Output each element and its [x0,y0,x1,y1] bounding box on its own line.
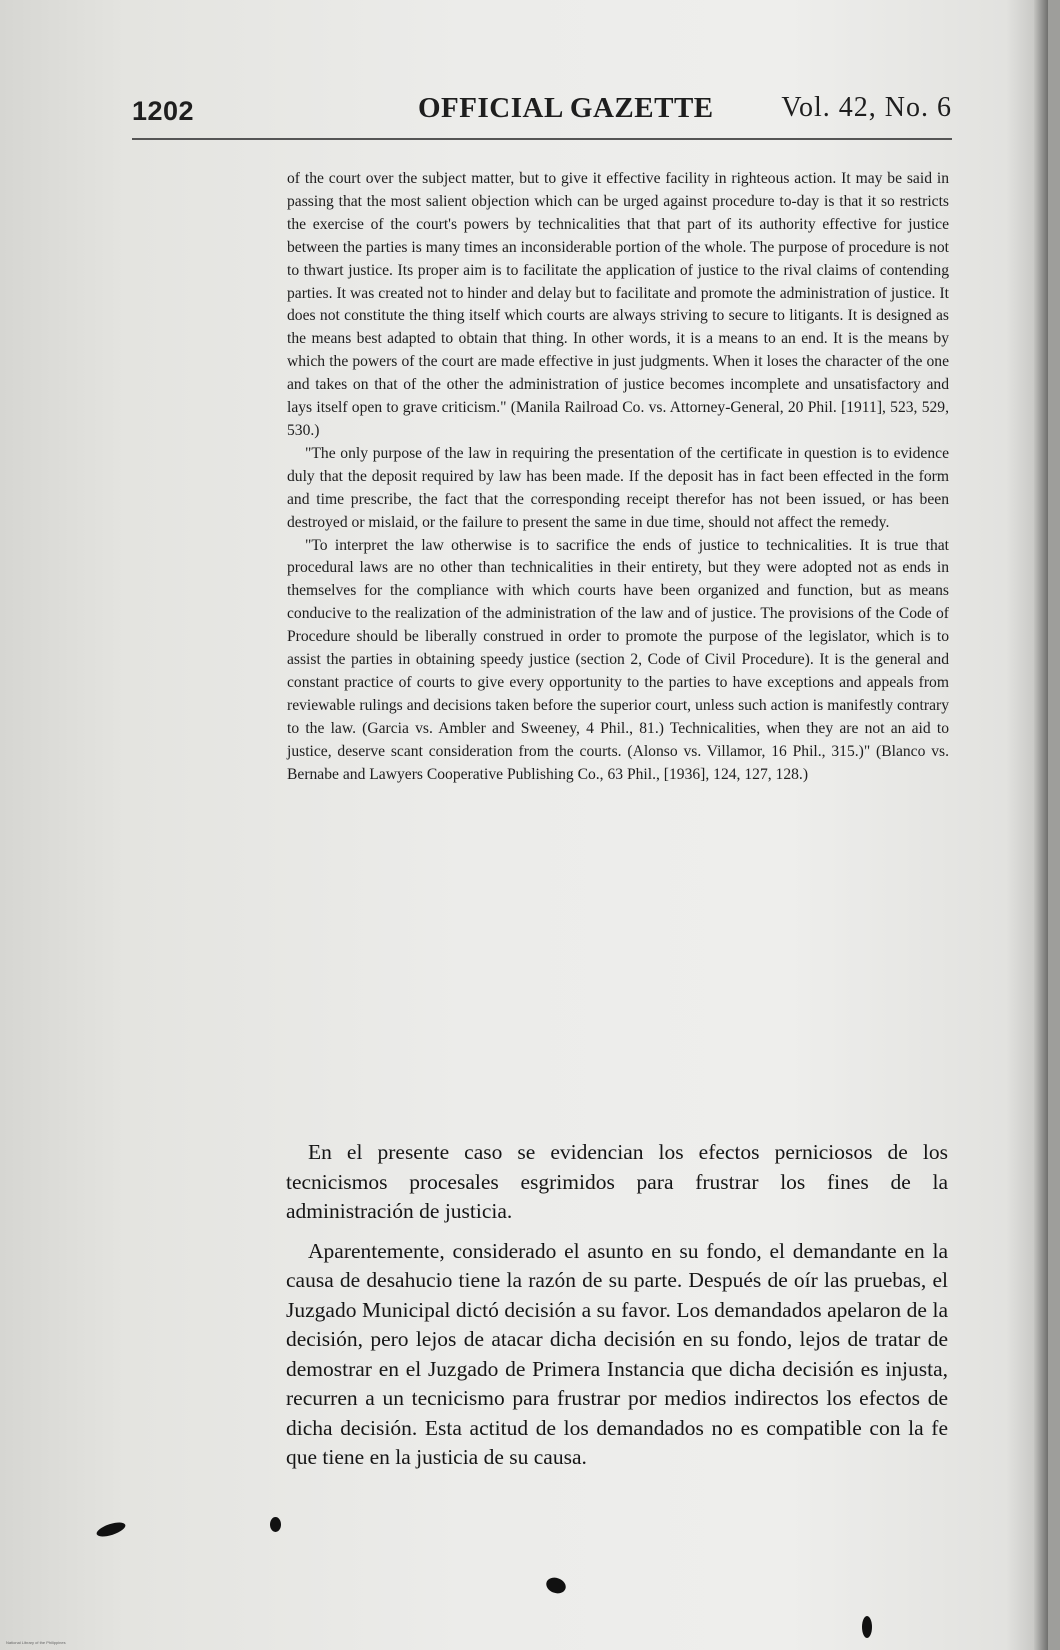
scan-credit: National Library of the Philippines [6,1640,66,1645]
page-number: 1202 [132,96,195,126]
main-paragraph-2: Aparentemente, considerado el asunto en su fondo, el demandante en la causa de desahucio tiene la razón de su parte. Después de oír las pruebas, el Juzgado Municipal dictó decisión a su favor. Los demandados apelaron de la decisión, pero lejos de atacar dicha decisión en su fondo, lejos de tratar de demostrar en el Juzgado de Primera Instancia que dicha decisión es injusta, recurren a un tecnicismo para frustrar por medios indirectos los efectos de dicha decisión. Esta actitud de los demandados no es compatible con la fe que tiene en la justicia de su causa. [286,1238,948,1469]
quoted-passage [287,168,949,786]
main-text [286,1138,948,1483]
ink-spot-2 [270,1517,281,1532]
page-edge-shadow [1034,0,1048,1650]
quote-paragraph-3: "To interpret the law otherwise is to sacrifice the ends of justice to technicalities. It is true that procedural laws are no other than technicalities in their entirety, but they were adopted not as ends in themselves for the compliance with which courts have been organized and function, but as means conducive to the realization of the administration of the law and of justice. The provisions of the Code of Procedure should be liberally construed in order to promote the purpose of the legislator, which is to assist the parties in obtaining speedy justice (section 2, Code of Civil Procedure). It is the general and constant practice of courts to give every opportunity to the parties to have exceptions and appeals from reviewable rulings and decisions taken before the superior court, unless such action is manifestly contrary to the law. (Garcia vs. Ambler and Sweeney, 4 Phil., 81.) Technicalities, when they are not an aid to justice, deserve scant consideration from the courts. (Alonso vs. Villamor, 16 Phil., 315.)" (Blanco vs. Bernabe and Lawyers Cooperative Publishing Co., 63 Phil., [1936], 124, 127, 128.) [287,536,949,783]
quote-paragraph-1: of the court over the subject matter, but to give it effective facility in righteous action. It may be said in passing that the most salient objection which can be urged against procedure to-day is that it so restricts the exercise of the court's powers by technicalities that that part of its authority effective for justice between the parties is many times an inconsiderable portion of the whole. The purpose of procedure is not to thwart justice. Its proper aim is to facilitate the application of justice to the rival claims of contending parties. It was created not to hinder and delay but to facilitate and promote the administration of justice. It does not constitute the thing itself which courts are always striving to secure to litigants. It is designed as the means best adapted to obtain that thing. In other words, it is a means to an end. It is the means by which the powers of the court are made effective in just judgments. When it loses the character of the one and takes on that of the other the administration of justice becomes incomplete and unsatisfactory and lays itself open to grave criticism." (Manila Railroad Co. vs. Attorney-General, 20 Phil. [1911], 523, 529, 530.) [287,170,949,439]
volume-number: Vol. 42, No. 6 [781,92,952,123]
ink-spot-3 [544,1575,568,1596]
ink-spot-4 [862,1616,872,1638]
ink-spot-1 [95,1520,127,1540]
publication-title: OFFICIAL GAZETTE [418,92,714,124]
running-header [132,88,952,134]
header-rule [132,138,952,140]
main-paragraph-1: En el presente caso se evidencian los efectos perniciosos de los tecnicismos procesales esgrimidos para frustrar los fines de la administración de justicia. [286,1140,948,1223]
quote-paragraph-2: "The only purpose of the law in requiring the presentation of the certificate in question is to evidence duly that the deposit required by law has been made. If the deposit has in fact been effected in the form and time prescribe, the fact that the corresponding receipt therefor has not been issued, or has been destroyed or mislaid, or the failure to present the same in due time, should not affect the remedy. [287,444,949,531]
